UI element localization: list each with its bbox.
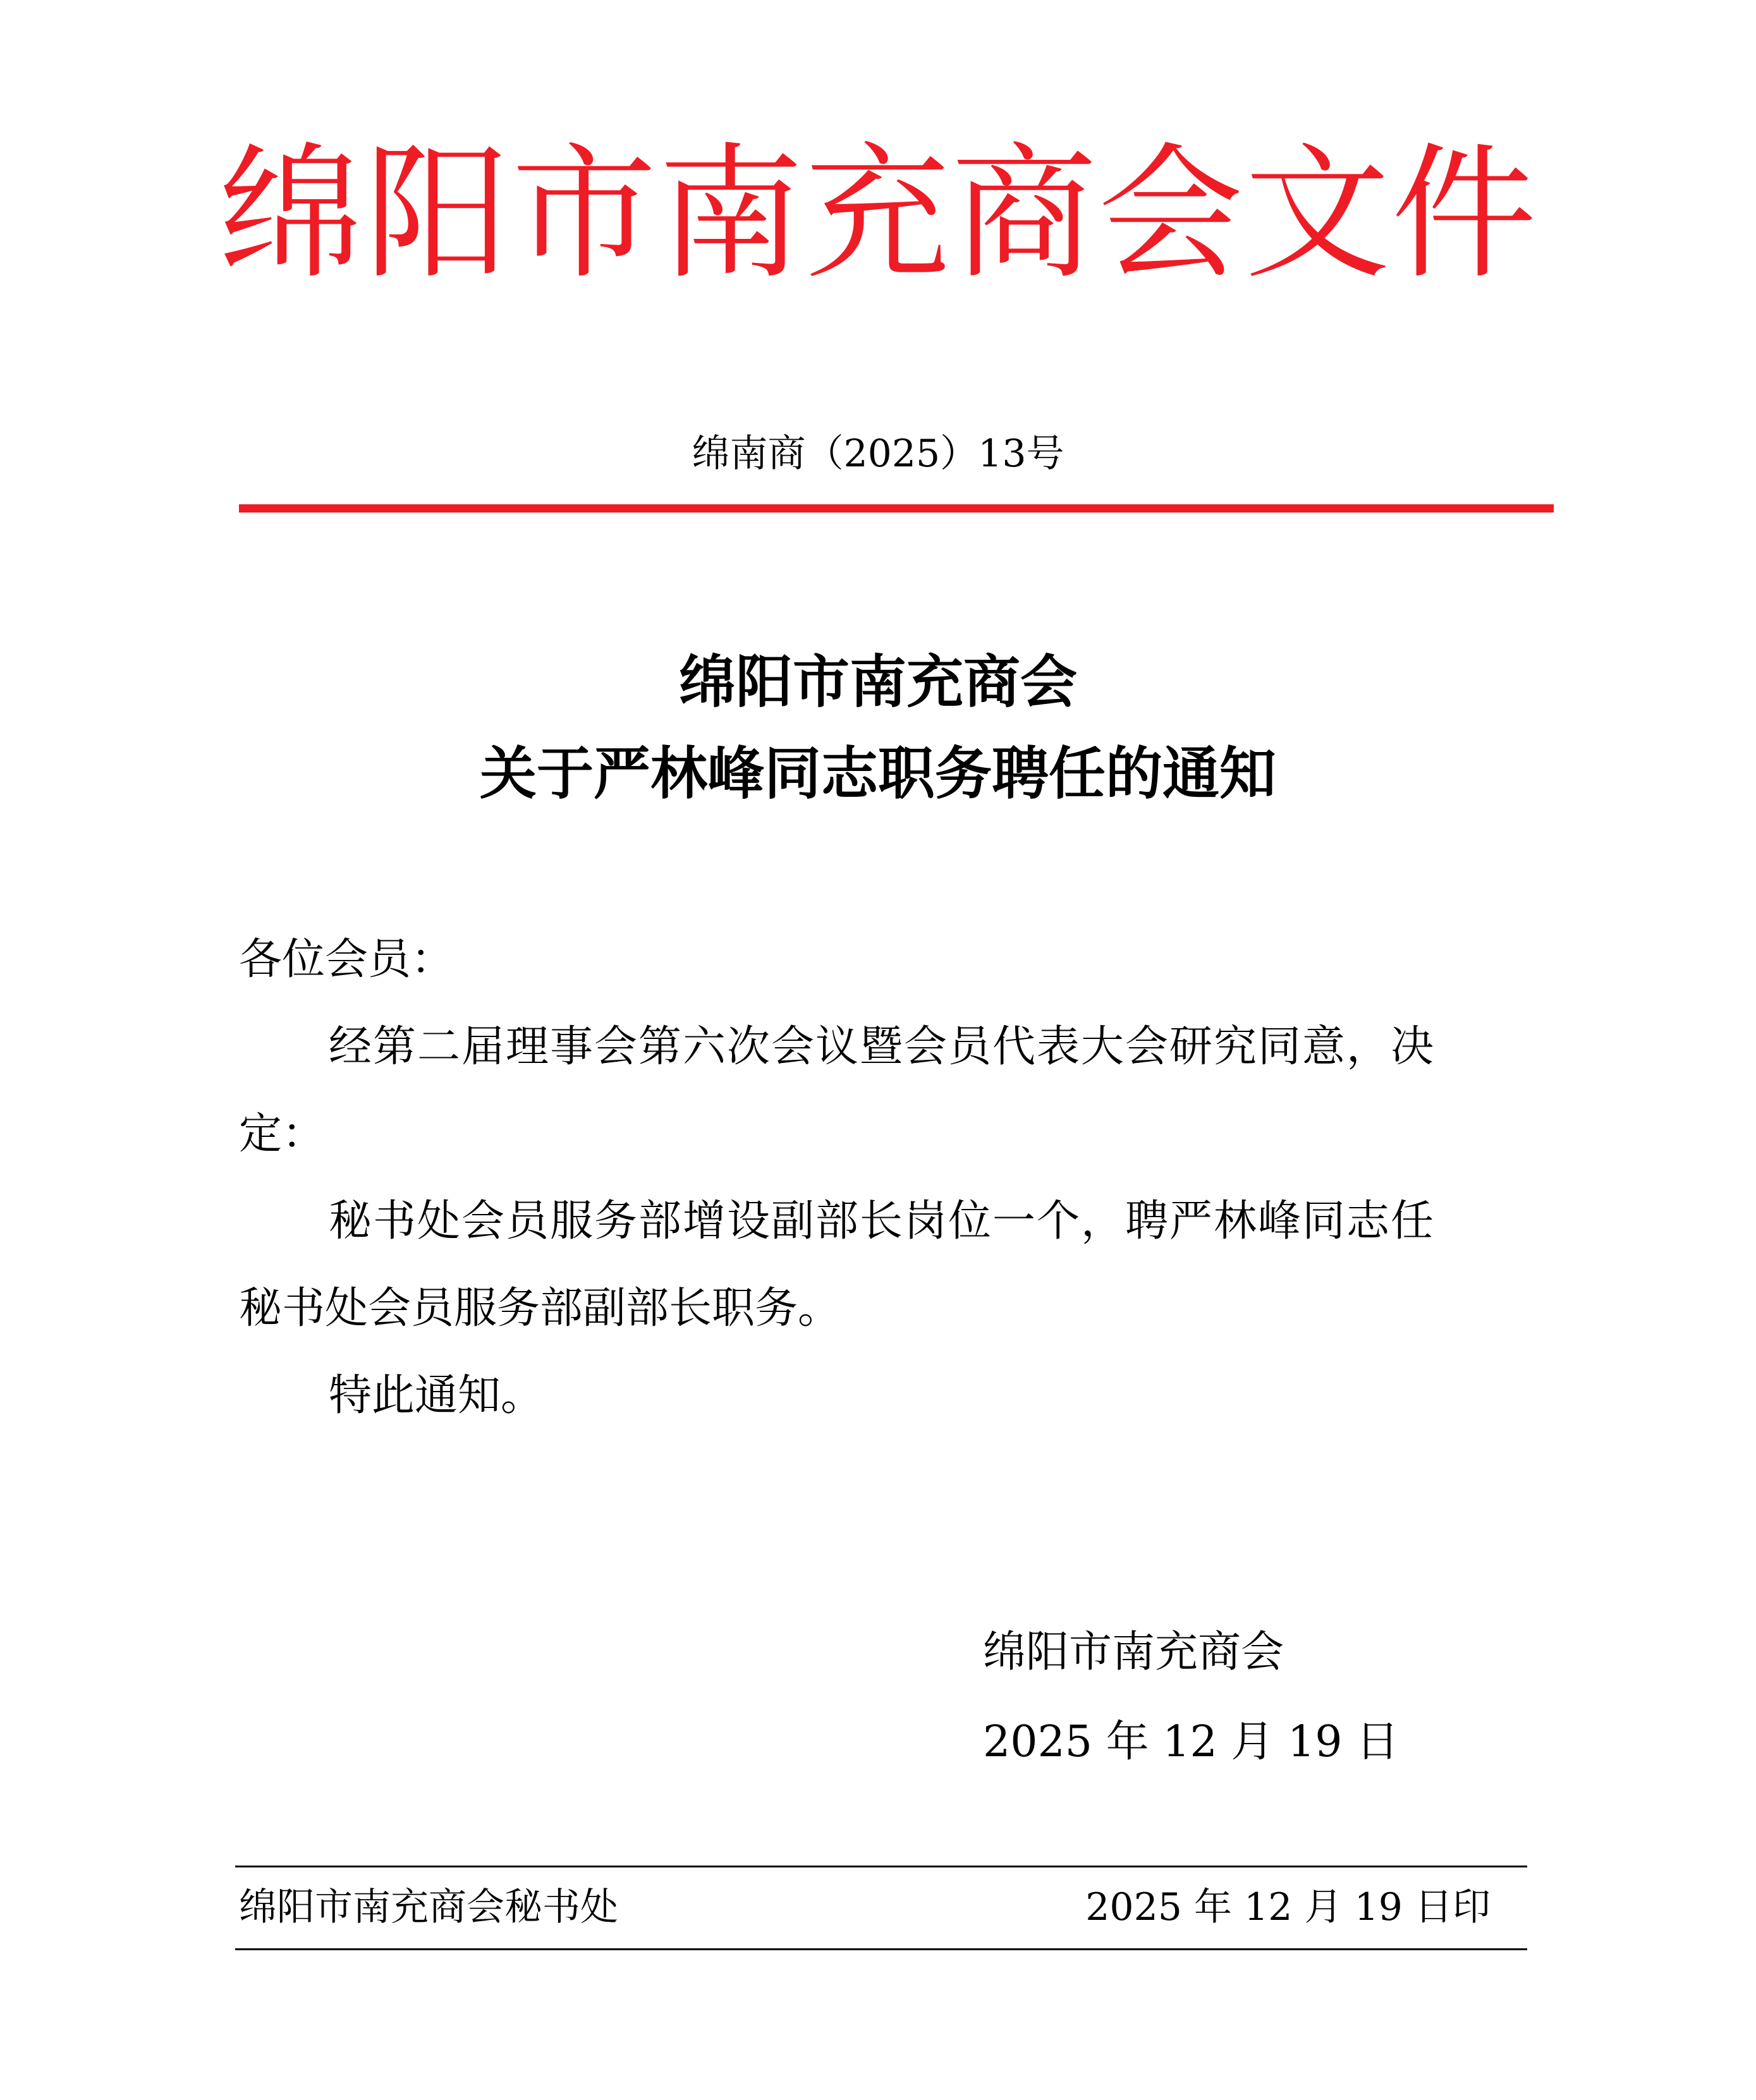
notice-title-line-1: 绵阳市南充商会 [679,649,1077,715]
red-header-rule [239,504,1554,513]
paragraph-1-line-2: 定： [239,1109,326,1159]
document-header-title: 绵阳市南充商会文件 [217,130,1538,299]
footer-issuer: 绵阳市南充商会秘书处 [239,1885,618,1929]
notice-title-line-2: 关于严林峰同志职务聘任的通知 [480,741,1276,807]
closing-remark: 特此通知。 [329,1371,544,1421]
paragraph-2-line-2: 秘书处会员服务部副部长职务。 [239,1284,841,1333]
footer-bottom-rule [235,1948,1527,1950]
footer-print-date: 2025 年 12 月 19 日印 [1085,1885,1491,1929]
signature-date: 2025 年 12 月 19 日 [983,1717,1399,1767]
document-number: 绵南商（2025）13号 [692,432,1064,476]
paragraph-2-line-1: 秘书处会员服务部增设副部长岗位一个，聘严林峰同志任 [329,1196,1436,1246]
salutation: 各位会员： [239,935,454,985]
signature-organization: 绵阳市南充商会 [983,1627,1284,1677]
paragraph-1-line-1: 经第二届理事会第六次会议暨会员代表大会研究同意，决 [329,1022,1436,1072]
footer-top-rule [235,1866,1527,1867]
